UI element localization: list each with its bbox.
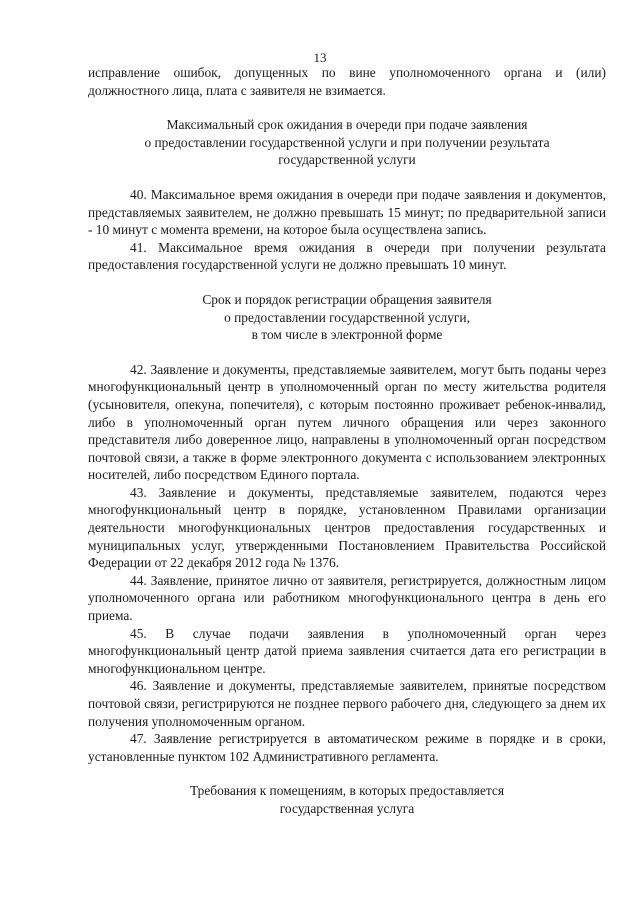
heading-line: в том числе в электронной форме <box>251 327 443 343</box>
paragraph-46: 46. Заявление и документы, представляемые заявителем, принятые посредством почтовой связи, регистрируются не позднее первого рабочего дня, следующего за днем их получения уполномоченным органом. <box>88 678 606 729</box>
paragraph-47: 47. Заявление регистрируется в автоматическом режиме в порядке и в сроки, установленные пунктом 102 Административного регламента. <box>88 731 606 764</box>
heading-line: государственная услуга <box>279 800 415 816</box>
heading-line: Срок и порядок регистрации обращения заявителя <box>202 291 492 307</box>
heading-line: о предоставлении государственной услуги и при получении результата <box>144 134 550 150</box>
paragraph-44: 44. Заявление, принятое лично от заявителя, регистрируется, должностным лицом уполномоченного органа или работником многофункционального центра в день его приема. <box>88 572 606 624</box>
heading-line: Максимальный срок ожидания в очереди при подаче заявления <box>166 117 528 133</box>
heading-line: о предоставлении государственной услуги, <box>224 309 470 325</box>
heading-wait-time <box>88 116 606 169</box>
document-body <box>88 64 606 818</box>
paragraph-45: 45. В случае подачи заявления в уполномоченный орган через многофункциональный центр датой приема заявления считается дата его регистрации в многофункциональном центре. <box>88 625 606 676</box>
heading-line: государственной услуги <box>278 152 416 168</box>
paragraph-43: 43. Заявление и документы, представляемые заявителем, подаются через многофункциональный центр в порядке, установленном Правилами организации деятельности многофункциональных центров предоставления государственных и муниципальных услуг, утвержденными Постановлением Правительства Российской Федерации от 22 декабря 2012 года № 1376. <box>88 484 606 571</box>
paragraph-42: 42. Заявление и документы, представляемые заявителем, могут быть поданы через многофункциональный центр в уполномоченный орган по месту жительства родителя (усыновителя, опекуна, попечителя), с которым постоянно проживает ребенок-инвалид, либо в уполномоченный орган путем личного обращения или через законного представителя либо доверенное лицо, направлены в уполномоченный орган посредством почтовой связи, а также в форме электронного документа с использованием электронных носителей, либо посредством Единого портала. <box>88 361 606 483</box>
paragraph-continuation: исправление ошибок, допущенных по вине уполномоченного органа и (или) должностного лица, плата с заявителя не взимается. <box>88 65 606 98</box>
heading-line: Требования к помещениям, в которых предоставляется <box>189 783 505 799</box>
paragraph-40: 40. Максимальное время ожидания в очереди при подаче заявления и документов, представляемых заявителем, не должно превышать 15 минут; по предварительной записи - 10 минут с момента времени, на которое была осуществлена запись. <box>88 186 606 238</box>
paragraph-41: 41. Максимальное время ожидания в очереди при получении результата предоставления государственной услуги не должно превышать 10 минут. <box>88 239 606 273</box>
heading-registration <box>88 291 606 344</box>
heading-premises <box>88 782 606 817</box>
page-number: 13 <box>313 50 327 65</box>
